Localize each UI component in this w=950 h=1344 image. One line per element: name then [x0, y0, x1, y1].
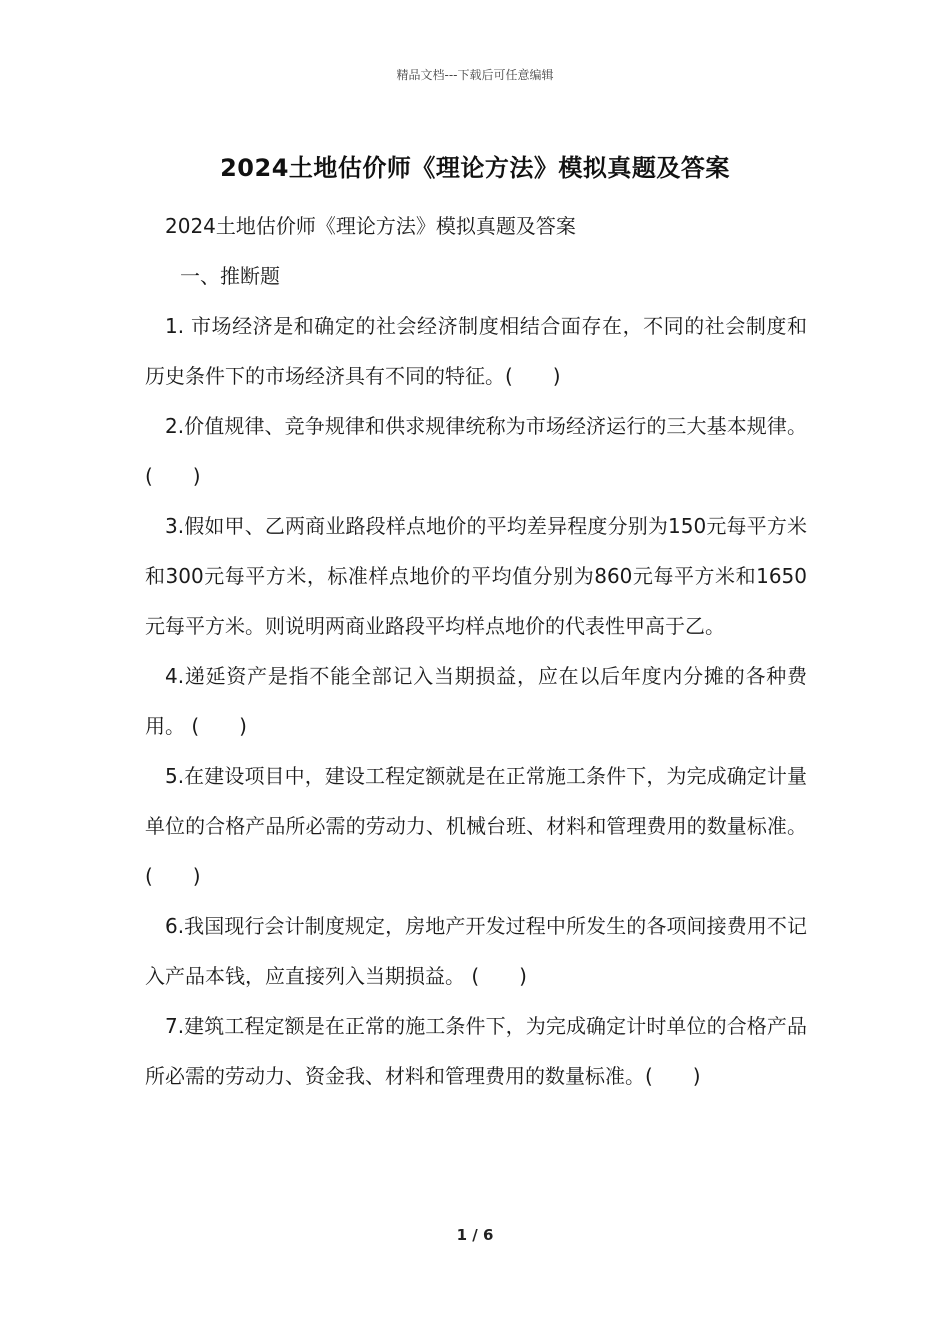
page-number: 1 / 6	[456, 1226, 494, 1244]
document-subtitle: 2024土地估价师《理论方法》模拟真题及答案	[165, 214, 576, 238]
section-heading: 一、推断题	[180, 264, 280, 288]
question-3: 3.假如甲、乙两商业路段样点地价的平均差异程度分别为150元每平方米和300元每平方米，标准样点地价的平均值分别为860元每平方米和1650元每平方米。则说明两商业路段平均样点地价的代表性甲高于乙。	[145, 514, 807, 638]
document-title: 2024土地估价师《理论方法》模拟真题及答案	[220, 154, 730, 182]
question-6: 6.我国现行会计制度规定，房地产开发过程中所发生的各项间接费用不记入产品本钱，应直接列入当期损益。 ( )	[145, 914, 807, 988]
question-2: 2.价值规律、竞争规律和供求规律统称为市场经济运行的三大基本规律。( )	[145, 414, 807, 488]
question-1: 1. 市场经济是和确定的社会经济制度相结合面存在，不同的社会制度和历史条件下的市场经济具有不同的特征。( )	[145, 314, 807, 388]
document-body	[145, 201, 807, 1101]
question-5: 5.在建设项目中，建设工程定额就是在正常施工条件下，为完成确定计量单位的合格产品所必需的劳动力、机械台班、材料和管理费用的数量标准。 ( )	[145, 764, 807, 888]
question-7: 7.建筑工程定额是在正常的施工条件下，为完成确定计时单位的合格产品所必需的劳动力、资金我、材料和管理费用的数量标准。( )	[145, 1014, 807, 1088]
question-4: 4.递延资产是指不能全部记入当期损益，应在以后年度内分摊的各种费用。 ( )	[145, 664, 807, 738]
header-note: 精品文档---下载后可任意编辑	[396, 68, 554, 82]
